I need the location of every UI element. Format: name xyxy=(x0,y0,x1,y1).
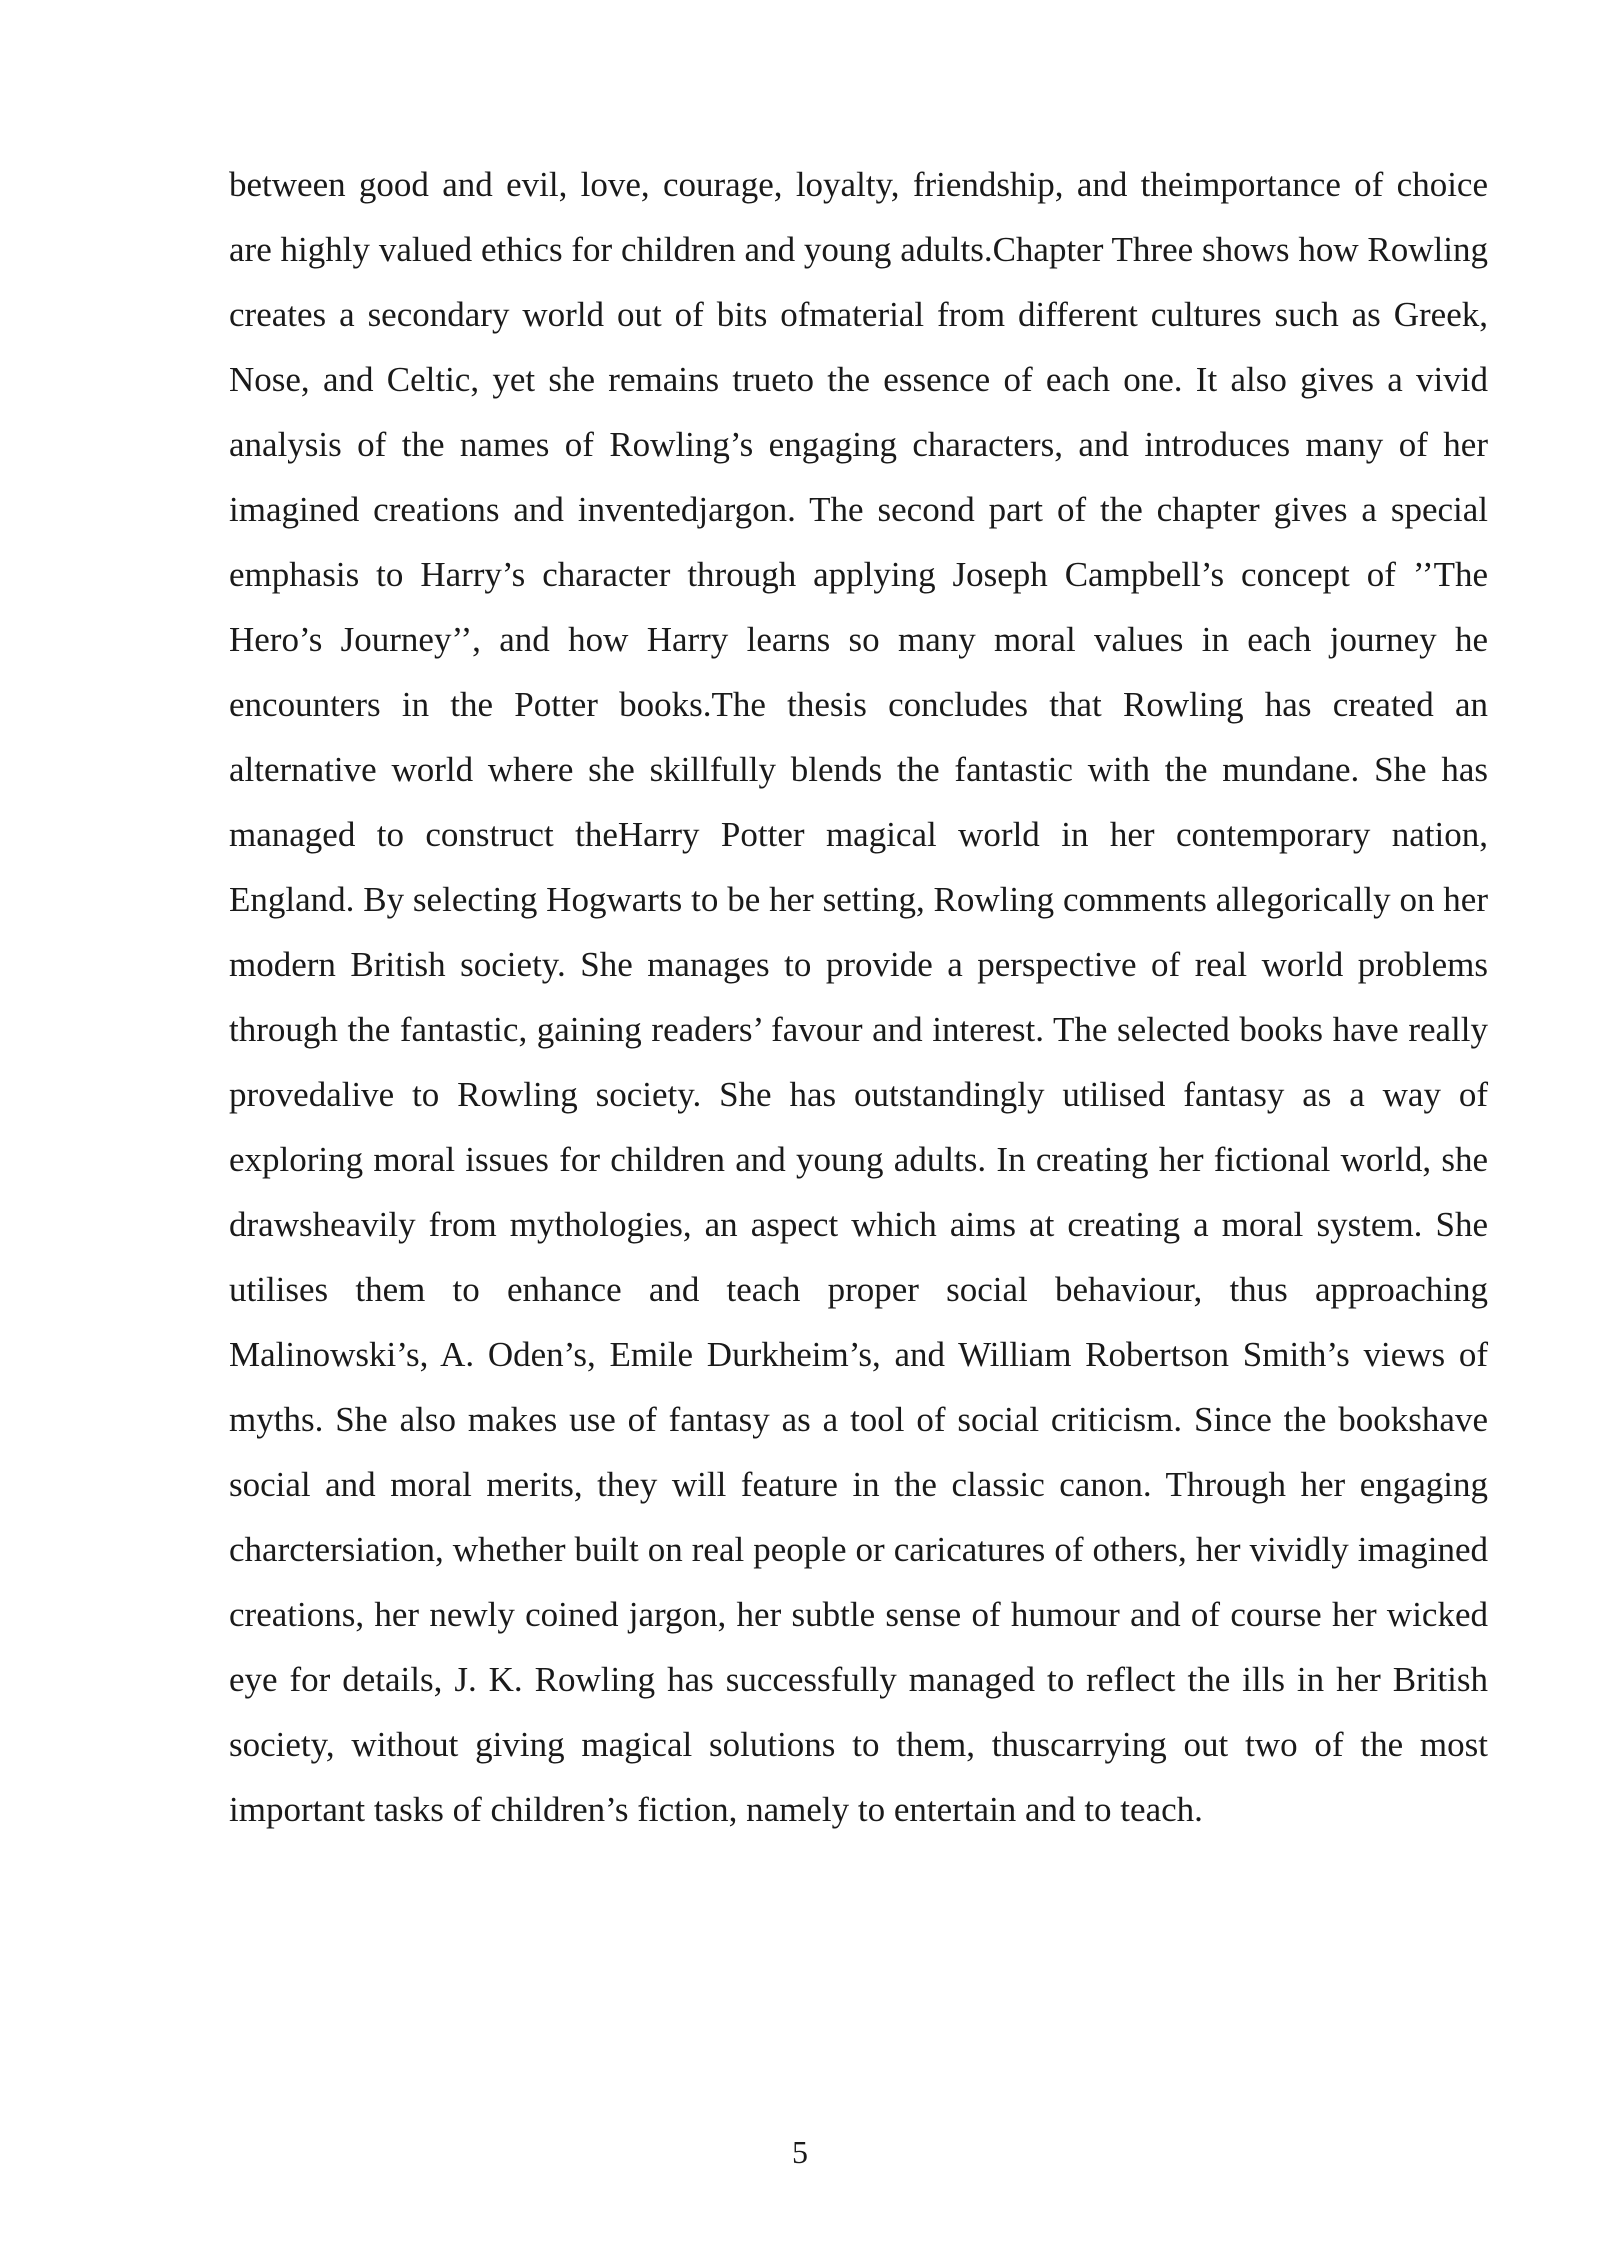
body-paragraph: between good and evil, love, courage, loyalty, friendship, and theimportance of choice are highly valued ethics for children and young adults.Chapter Three shows how Rowling creates a secondary world out of bits ofmaterial from different cultures such as Greek, Nose, and Celtic, yet she remains trueto the essence of each one. It also gives a vivid analysis of the names of Rowling’s engaging characters, and introduces many of her imagined creations and inventedjargon. The second part of the chapter gives a special emphasis to Harry’s character through applying Joseph Campbell’s concept of ’’The Hero’s Journey’’, and how Harry learns so many moral values in each journey he encounters in the Potter books.The thesis concludes that Rowling has created an alternative world where she skillfully blends the fantastic with the mundane. She has managed to construct theHarry Potter magical world in her contemporary nation, England. By selecting Hogwarts to be her setting, Rowling comments allegorically on her modern British society. She manages to provide a perspective of real world problems through the fantastic, gaining readers’ favour and interest. The selected books have really provedalive to Rowling society. She has outstandingly utilised fantasy as a way of exploring moral issues for children and young adults. In creating her fictional world, she drawsheavily from mythologies, an aspect which aims at creating a moral system. She utilises them to enhance and teach proper social behaviour, thus approaching Malinowski’s, A. Oden’s, Emile Durkheim’s, and William Robertson Smith’s views of myths. She also makes use of fantasy as a tool of social criticism. Since the bookshave social and moral merits, they will feature in the classic canon. Through her engaging charctersiation, whether built on real people or caricatures of others, her vividly imagined creations, her newly coined jargon, her subtle sense of humour and of course her wicked eye for details, J. K. Rowling has successfully managed to reflect the ills in her British society, without giving magical solutions to them, thuscarrying out two of the most important tasks of children’s fiction, namely to entertain and to teach. xyxy=(229,165,1488,1829)
page-number: 5 xyxy=(792,2134,808,2170)
